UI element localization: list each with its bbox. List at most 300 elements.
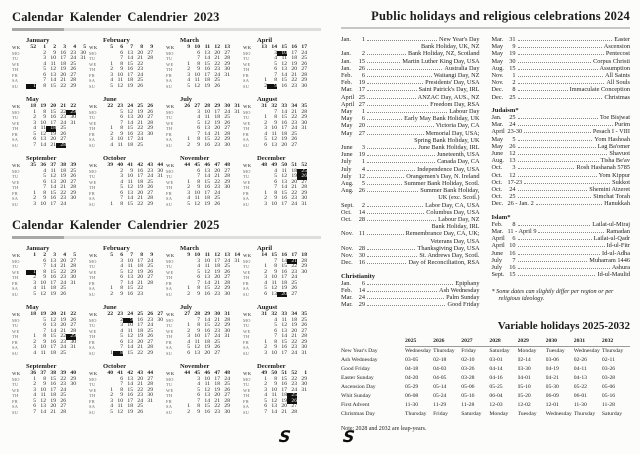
holiday-day: 5 — [512, 135, 516, 143]
day-label: FR — [243, 398, 249, 404]
date-cell: 24 — [291, 125, 297, 131]
holiday-item — [341, 245, 480, 252]
holiday-month: Jan. — [341, 279, 351, 287]
holiday-name: Id-ul-Adha — [602, 249, 630, 257]
date-cell: 12 — [281, 60, 287, 67]
holiday-item — [341, 101, 480, 108]
holiday-item — [341, 58, 480, 65]
date-cell: 2 — [33, 195, 36, 201]
date-cell: 15 — [127, 386, 133, 393]
date-cell: 21 — [137, 279, 143, 286]
holiday-name: Yom Kippur — [598, 171, 630, 179]
date-cell: 3 — [264, 200, 267, 207]
dotted-leader — [536, 204, 602, 205]
day-label: WE — [89, 269, 97, 275]
day-label: FR — [89, 280, 95, 286]
date-cell: 22 — [137, 386, 143, 393]
month-september — [12, 155, 87, 207]
day-label: SA — [12, 404, 19, 409]
holiday-day: 25 — [358, 93, 365, 101]
date-cell: 11 — [40, 392, 46, 398]
date-cell: 14 — [50, 327, 56, 334]
holiday-name: Early May Bank Holiday, UK — [404, 115, 480, 123]
date-cell: 17 — [281, 349, 287, 356]
week-number: 47 — [214, 162, 220, 168]
holiday-month: May — [341, 122, 353, 130]
date-cell: 25 — [147, 178, 153, 185]
date-cell: 28 — [301, 184, 307, 190]
day-label: FR — [243, 72, 249, 78]
date-cell: 17 — [137, 173, 143, 179]
week-number: 37 — [40, 370, 46, 376]
week-number: 23 — [117, 311, 123, 317]
holiday-day: 23-30 — [507, 128, 523, 136]
dotted-leader — [367, 234, 404, 235]
day-label: MO — [12, 317, 20, 323]
holiday-item — [341, 287, 480, 294]
week-number: 25 — [137, 103, 143, 109]
holiday-day: 12 — [509, 150, 516, 158]
date-cell: 4 — [33, 125, 36, 131]
week-number: 7 — [130, 252, 133, 258]
holiday-item — [341, 65, 480, 72]
holiday-name: Shemini Atzeret — [589, 186, 630, 194]
holiday-date: Friday — [433, 411, 448, 418]
date-cell: 13 — [50, 71, 56, 78]
date-cell: 9 — [43, 114, 46, 120]
week-number: 51 — [281, 370, 287, 376]
month-grid — [12, 104, 76, 148]
holiday-item — [492, 193, 631, 200]
date-cell: 29 — [224, 178, 230, 185]
holiday-date-cell: 26 — [297, 174, 307, 180]
date-cell: 8 — [120, 200, 123, 207]
date-cell: 29 — [224, 322, 230, 328]
date-cell: 4 — [197, 263, 200, 269]
holiday-item — [492, 72, 631, 79]
title-rule — [12, 236, 321, 239]
date-cell: 24 — [291, 274, 297, 280]
date-cell: 21 — [60, 263, 66, 269]
day-label: TH — [89, 67, 96, 72]
holiday-date: 04-03 — [433, 365, 447, 372]
holiday-name: Lag Ba'omer — [597, 142, 630, 150]
dotted-leader — [524, 132, 591, 133]
holiday-date: 05-14 — [433, 383, 447, 390]
date-cell: 11 — [40, 285, 46, 291]
date-cell: 8 — [197, 60, 200, 67]
date-cell: 9 — [197, 327, 200, 334]
dotted-leader — [518, 83, 605, 84]
month-name: September — [26, 155, 57, 162]
holiday-month: Aug. — [491, 64, 504, 72]
holiday-date: 12-03 — [489, 402, 503, 409]
date-cell: 4 — [274, 316, 277, 323]
date-cell: 4 — [264, 130, 267, 137]
date-cell: 21 — [214, 279, 220, 286]
date-cell: 28 — [291, 408, 297, 415]
holiday-item — [492, 242, 631, 249]
date-cell: 12 — [50, 316, 56, 323]
holiday-date: 04-18 — [405, 365, 419, 372]
week-number: 36 — [30, 370, 36, 376]
holiday-day: 19 — [358, 79, 365, 87]
holiday-item — [341, 36, 480, 43]
date-cell: 5 — [120, 184, 123, 190]
holiday-item — [492, 114, 631, 121]
holiday-month: Oct. — [491, 178, 503, 186]
holiday-name: Corpus Christi — [593, 57, 630, 65]
date-cell: 2 — [110, 130, 113, 137]
date-cell: 28 — [147, 344, 153, 350]
date-cell: 7 — [33, 408, 36, 415]
row-label: Good Friday — [341, 365, 370, 372]
holiday-day: 6 — [512, 235, 516, 243]
week-number: 42 — [137, 162, 143, 168]
date-cell: 23 — [291, 381, 297, 387]
date-cell: 19 — [60, 316, 66, 323]
holiday-name: Juneteenth, USA — [436, 151, 480, 159]
date-cell: 12 — [40, 130, 46, 137]
date-cell: 20 — [214, 125, 220, 131]
date-cell: 27 — [147, 49, 153, 56]
week-number: 44 — [147, 370, 153, 376]
date-cell: 6 — [274, 327, 277, 334]
dotted-leader — [518, 62, 592, 63]
week-number: 38 — [50, 370, 56, 376]
week-number: 18 — [301, 252, 307, 258]
date-cell: 27 — [147, 274, 153, 280]
dotted-leader — [518, 239, 592, 240]
month-name: December — [257, 363, 286, 370]
dotted-leader — [367, 206, 423, 207]
week-number: 13 — [261, 44, 267, 50]
holiday-name: Thanksgiving Day, USA — [417, 244, 480, 252]
holiday-name: Id-ul-Maulid — [597, 271, 630, 279]
date-cell: 13 — [271, 290, 277, 297]
date-cell: 14 — [127, 344, 133, 350]
day-row — [12, 351, 76, 357]
day-label: SA — [166, 286, 173, 291]
date-cell: 23 — [214, 184, 220, 190]
holiday-month: Feb. — [491, 220, 503, 228]
year-header: 2025 — [405, 337, 433, 347]
date-cell: 14 — [204, 316, 210, 323]
date-cell: 22 — [291, 338, 297, 345]
empty-cell — [220, 84, 230, 90]
date-cell: 13 — [50, 322, 56, 328]
week-number: 22 — [70, 311, 76, 317]
date-cell: 10 — [127, 173, 133, 179]
empty-cell — [297, 143, 307, 149]
date-cell: 2 — [33, 381, 36, 387]
date-cell: 17 — [214, 375, 220, 382]
date-cell: 23 — [60, 338, 66, 345]
week-number: 27 — [194, 103, 200, 109]
dotted-leader — [518, 275, 596, 276]
date-cell: 5 — [197, 268, 200, 275]
holiday-item — [341, 166, 480, 173]
date-cell: 6 — [264, 403, 267, 409]
date-cell: 22 — [60, 375, 66, 382]
date-cell: 24 — [291, 200, 297, 207]
date-cell: 21 — [291, 108, 297, 115]
date-cell: 16 — [281, 268, 287, 275]
date-cell: 15 — [204, 60, 210, 67]
date-cell: 5 — [274, 322, 277, 328]
date-cell: 2 — [264, 381, 267, 387]
date-cell: 27 — [224, 125, 230, 131]
date-cell: 8 — [43, 108, 46, 115]
holiday-date-cell: 29 — [66, 334, 76, 340]
date-cell: 15 — [127, 285, 133, 291]
date-cell: 17 — [281, 274, 287, 280]
month-grid — [166, 312, 230, 356]
date-cell: 5 — [43, 173, 46, 179]
week-number: 35 — [301, 103, 307, 109]
date-cell: 10 — [117, 136, 123, 142]
date-cell: 27 — [301, 66, 307, 72]
date-cell: 9 — [53, 49, 56, 56]
week-number: 6 — [120, 252, 123, 258]
holiday-day: 13 — [509, 157, 516, 165]
date-cell: 16 — [127, 290, 133, 297]
holiday-date-cell: 29 — [66, 110, 76, 116]
date-cell: 18 — [281, 279, 287, 286]
date-cell: 19 — [127, 82, 133, 89]
date-cell: 10 — [117, 397, 123, 404]
date-cell: 10 — [40, 200, 46, 207]
date-cell: 5 — [33, 397, 36, 404]
day-label: MO — [89, 376, 97, 382]
date-cell: 28 — [224, 55, 230, 61]
date-cell: 10 — [194, 333, 200, 339]
dotted-leader — [367, 134, 424, 135]
date-cell: 5 — [197, 386, 200, 393]
date-cell: 15 — [204, 403, 210, 409]
date-cell: 17 — [137, 257, 143, 264]
day-label: SA — [166, 78, 173, 83]
dotted-leader — [367, 305, 445, 306]
holiday-item — [492, 157, 631, 164]
date-cell: 2 — [110, 66, 113, 72]
week-number: 48 — [261, 162, 267, 168]
date-cell: 6 — [120, 114, 123, 120]
month-name: February — [103, 245, 130, 252]
date-cell: 27 — [147, 375, 153, 382]
holiday-month: Jan. — [341, 64, 351, 72]
variable-holidays-table — [341, 337, 630, 420]
holiday-date: 04-20 — [405, 374, 419, 381]
date-cell: 13 — [50, 257, 56, 264]
holiday-month: Nov. — [491, 72, 504, 80]
week-number: 21 — [60, 103, 66, 109]
day-label: FR — [166, 72, 172, 78]
holiday-date: Monday — [517, 347, 537, 354]
date-cell: 31 — [301, 386, 307, 393]
holiday-item — [492, 186, 631, 193]
date-cell: 20 — [214, 49, 220, 56]
date-cell: 15 — [281, 77, 287, 83]
date-cell: 17 — [291, 49, 297, 56]
day-label: WE — [89, 61, 97, 67]
dotted-leader — [518, 118, 598, 119]
date-cell: 27 — [147, 114, 153, 120]
date-cell: 16 — [137, 316, 143, 323]
date-cell: 1 — [264, 77, 267, 83]
week-number: 16 — [291, 44, 297, 50]
date-cell: 15 — [281, 114, 287, 120]
dotted-leader — [518, 254, 601, 255]
holiday-month: June — [341, 151, 353, 159]
holiday-day: 15 — [509, 64, 516, 72]
date-cell: 11 — [50, 60, 56, 67]
day-label: FR — [89, 72, 95, 78]
week-label: WK — [166, 163, 175, 168]
week-number: 8 — [140, 252, 143, 258]
week-number: 20 — [50, 103, 56, 109]
month-name: October — [103, 363, 127, 370]
day-label: TH — [243, 393, 250, 398]
date-cell: 26 — [60, 397, 66, 404]
holiday-month: Dec. — [491, 200, 504, 208]
date-cell: 28 — [301, 108, 307, 115]
date-cell: 13 — [204, 167, 210, 174]
holiday-day: 1 — [361, 108, 365, 116]
date-cell: 4 — [110, 77, 113, 83]
day-label: SA — [166, 404, 173, 409]
holiday-item — [341, 151, 480, 158]
date-cell: 23 — [137, 66, 143, 72]
date-cell: 18 — [50, 349, 56, 356]
holiday-month: May — [341, 108, 353, 116]
date-cell: 9 — [274, 381, 277, 387]
date-cell: 8 — [274, 189, 277, 196]
day-label: SA — [166, 345, 173, 350]
date-cell: 18 — [127, 77, 133, 83]
day-row — [243, 351, 307, 357]
week-number: 40 — [117, 162, 123, 168]
dotted-leader — [367, 162, 435, 163]
holiday-name: Bank Holiday, IRL — [431, 223, 480, 231]
date-cell: 25 — [70, 167, 76, 174]
month-grid — [89, 371, 153, 415]
date-cell: 8 — [120, 285, 123, 291]
date-cell: 15 — [204, 285, 210, 291]
date-cell: 26 — [147, 184, 153, 190]
date-cell: 12 — [117, 408, 123, 415]
date-cell: 9 — [43, 195, 46, 201]
holiday-date: 05-29 — [405, 383, 419, 390]
date-cell: 14 — [281, 184, 287, 190]
date-cell: 4 — [43, 60, 46, 67]
holiday-day: 17 — [358, 86, 365, 94]
dotted-leader — [367, 263, 406, 264]
date-cell: 14 — [204, 279, 210, 286]
week-number: 26 — [147, 311, 153, 317]
date-cell: 4 — [110, 403, 113, 409]
holiday-date-cell: 1 — [26, 270, 36, 276]
date-cell: 31 — [224, 71, 230, 78]
day-label: MO — [12, 109, 20, 115]
religion-section-title: Islam* — [491, 213, 511, 221]
holiday-day: 24 — [358, 294, 365, 302]
holiday-date: 12-02 — [517, 402, 531, 409]
date-cell: 26 — [137, 408, 143, 415]
day-label: FR — [12, 190, 18, 196]
date-cell: 9 — [120, 130, 123, 137]
holiday-date: 05-16 — [601, 393, 616, 400]
date-cell: 27 — [70, 71, 76, 78]
holiday-day: 2 — [512, 79, 516, 87]
week-number: 22 — [107, 311, 113, 317]
date-cell: 28 — [301, 333, 307, 339]
day-row — [89, 292, 153, 298]
date-cell: 2 — [187, 327, 190, 334]
week-number: 32 — [271, 103, 277, 109]
day-label: MO — [89, 109, 97, 115]
date-cell: 1 — [33, 108, 36, 115]
date-cell: 11 — [204, 381, 210, 387]
date-cell: 2 — [187, 66, 190, 72]
date-cell: 21 — [137, 119, 143, 126]
date-cell: 12 — [281, 322, 287, 328]
date-cell: 31 — [70, 344, 76, 350]
dotted-leader — [367, 54, 406, 55]
date-cell: 27 — [60, 403, 66, 409]
holiday-month: April — [341, 93, 355, 101]
holiday-name: Pesach I - VIII — [592, 128, 630, 136]
date-cell: 25 — [214, 195, 220, 201]
date-cell: 20 — [214, 274, 220, 280]
dotted-leader — [367, 62, 400, 63]
date-cell: 17 — [214, 108, 220, 115]
date-cell: 5 — [120, 268, 123, 275]
date-cell: 16 — [281, 119, 287, 126]
day-label: FR — [89, 190, 95, 196]
holiday-item — [492, 43, 631, 50]
day-label: SU — [243, 201, 250, 207]
week-number: 49 — [261, 370, 267, 376]
day-row — [12, 202, 76, 208]
date-cell: 20 — [291, 327, 297, 334]
date-cell: 3 — [264, 349, 267, 356]
date-cell: 3 — [187, 333, 190, 339]
date-cell: 9 — [130, 167, 133, 174]
date-cell: 23 — [291, 82, 297, 89]
day-label: WE — [243, 179, 251, 185]
date-cell: 25 — [60, 125, 66, 131]
date-cell: 25 — [301, 55, 307, 61]
date-cell: 7 — [43, 327, 46, 334]
date-cell: 16 — [204, 184, 210, 190]
date-cell: 8 — [43, 333, 46, 339]
date-cell: 8 — [274, 114, 277, 120]
day-label: MO — [243, 109, 251, 115]
holidays-page — [327, 0, 640, 454]
week-number: 5 — [110, 252, 113, 258]
holiday-name: June Bank Holiday, IRL — [418, 144, 480, 152]
date-cell: 15 — [127, 200, 133, 207]
week-number: 3 — [63, 44, 66, 50]
holiday-item — [341, 108, 480, 115]
month-name: November — [180, 155, 210, 162]
holiday-month: Nov. — [491, 79, 504, 87]
date-cell: 7 — [274, 184, 277, 190]
holiday-name: Easter — [614, 36, 630, 43]
week-number: 5 — [73, 252, 76, 258]
day-label: SA — [89, 137, 96, 142]
